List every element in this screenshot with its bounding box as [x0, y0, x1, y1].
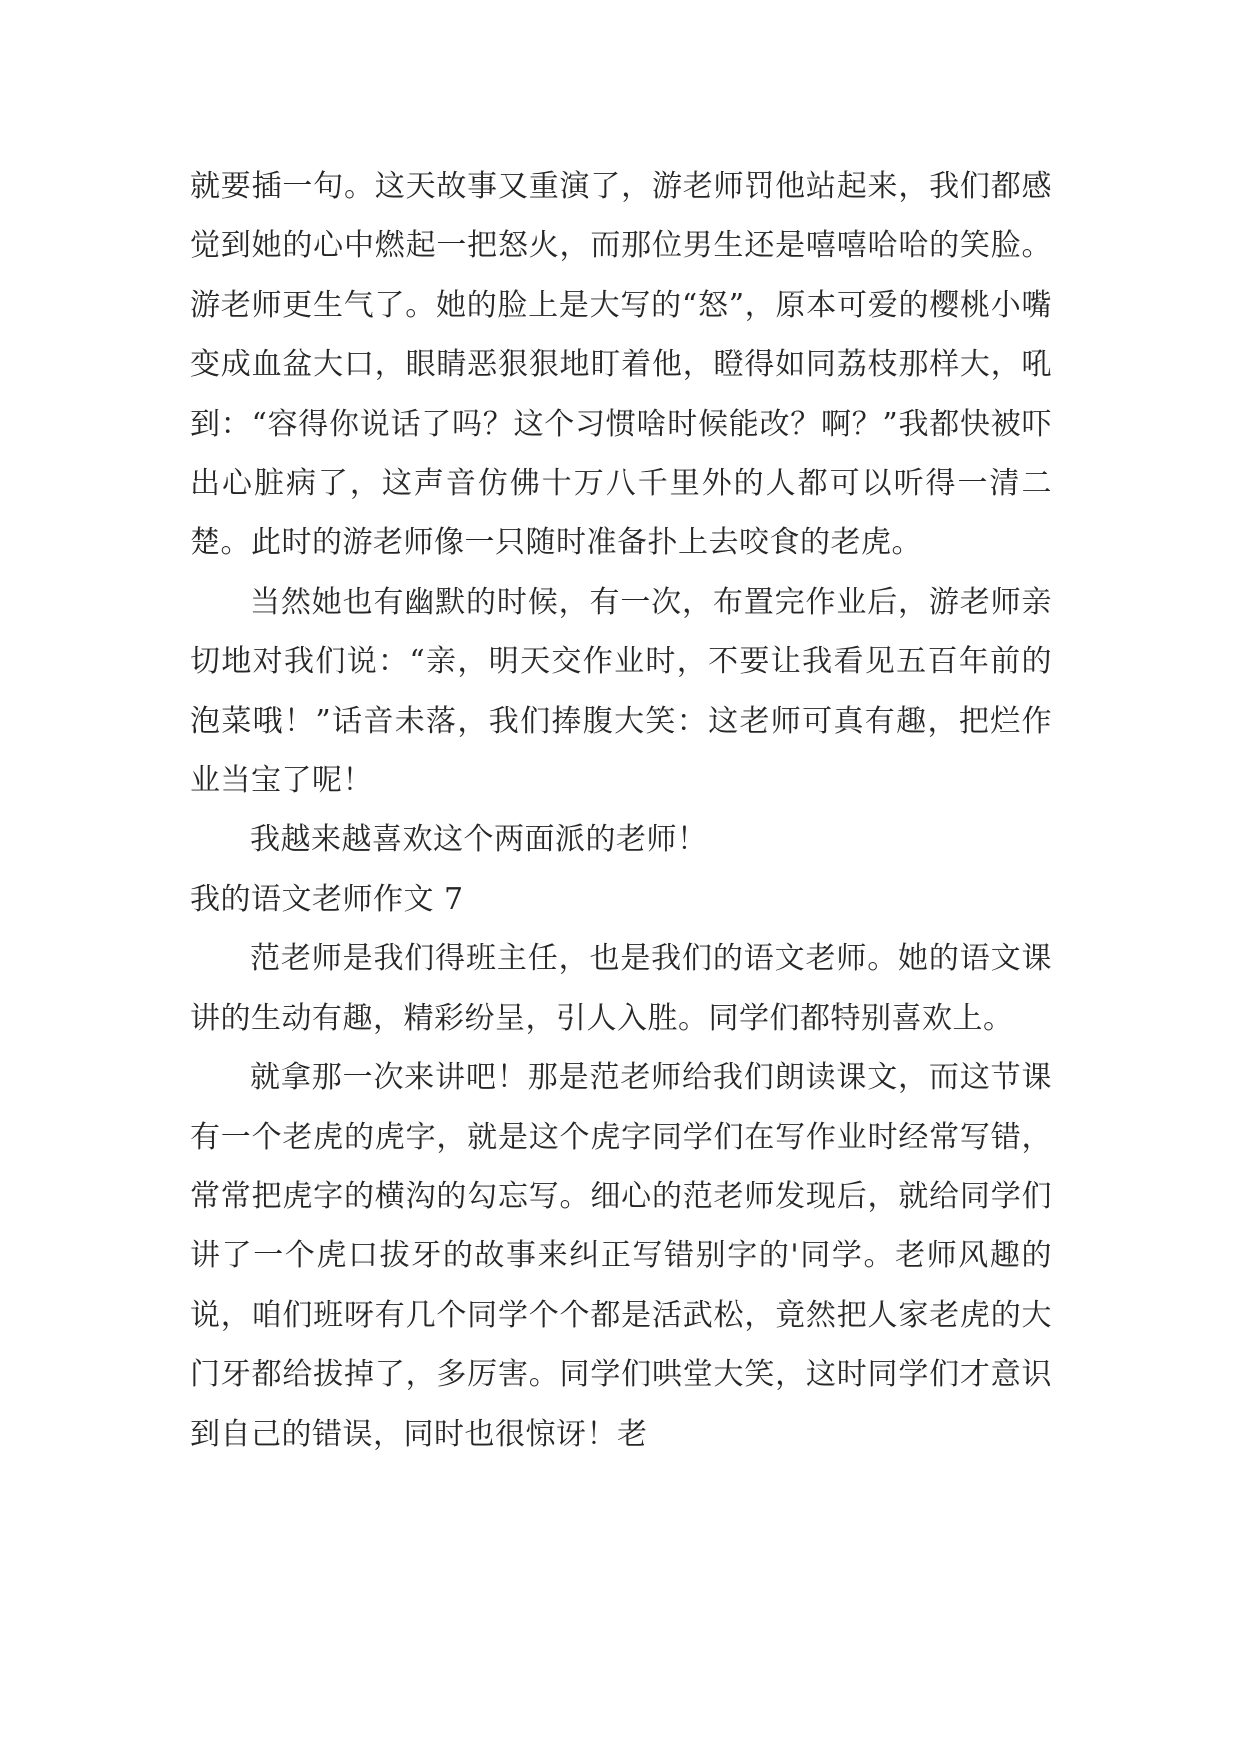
paragraph: 范老师是我们得班主任，也是我们的语文老师。她的语文课讲的生动有趣，精彩纷呈，引人入胜。同学们都特别喜欢上。 [190, 941, 1052, 1036]
document-body [190, 157, 1052, 1464]
paragraph: 我越来越喜欢这个两面派的老师！ [250, 822, 708, 858]
paragraph: 就拿那一次来讲吧！那是范老师给我们朗读课文，而这节课有一个老虎的虎字，就是这个虎字同学们在写作业时经常写错，常常把虎字的横沟的勾忘写。细心的范老师发现后，就给同学们讲了一个虎口拔牙的故事来纠正写错别字的'同学。老师风趣的说，咱们班呀有几个同学个个都是活武松，竟然把人家老虎的大门牙都给拔掉了，多厉害。同学们哄堂大笑，这时同学们才意识到自己的错误，同时也很惊讶！老 [190, 1060, 1052, 1452]
section-heading: 我的语文老师作文 7 [190, 881, 464, 917]
paragraph-continued: 就要插一句。这天故事又重演了，游老师罚他站起来，我们都感觉到她的心中燃起一把怒火，而那位男生还是嘻嘻哈哈的笑脸。游老师更生气了。她的脸上是大写的“怒”，原本可爱的樱桃小嘴变成血盆大口，眼睛恶狠狠地盯着他，瞪得如同荔枝那样大，吼到：“容得你说话了吗？这个习惯啥时候能改？啊？”我都快被吓出心脏病了，这声音仿佛十万八千里外的人都可以听得一清二楚。此时的游老师像一只随时准备扑上去咬食的老虎。 [190, 169, 1052, 561]
paragraph: 当然她也有幽默的时候，有一次，布置完作业后，游老师亲切地对我们说：“亲，明天交作业时，不要让我看见五百年前的泡菜哦！”话音未落，我们捧腹大笑：这老师可真有趣，把烂作业当宝了呢！ [190, 584, 1052, 799]
